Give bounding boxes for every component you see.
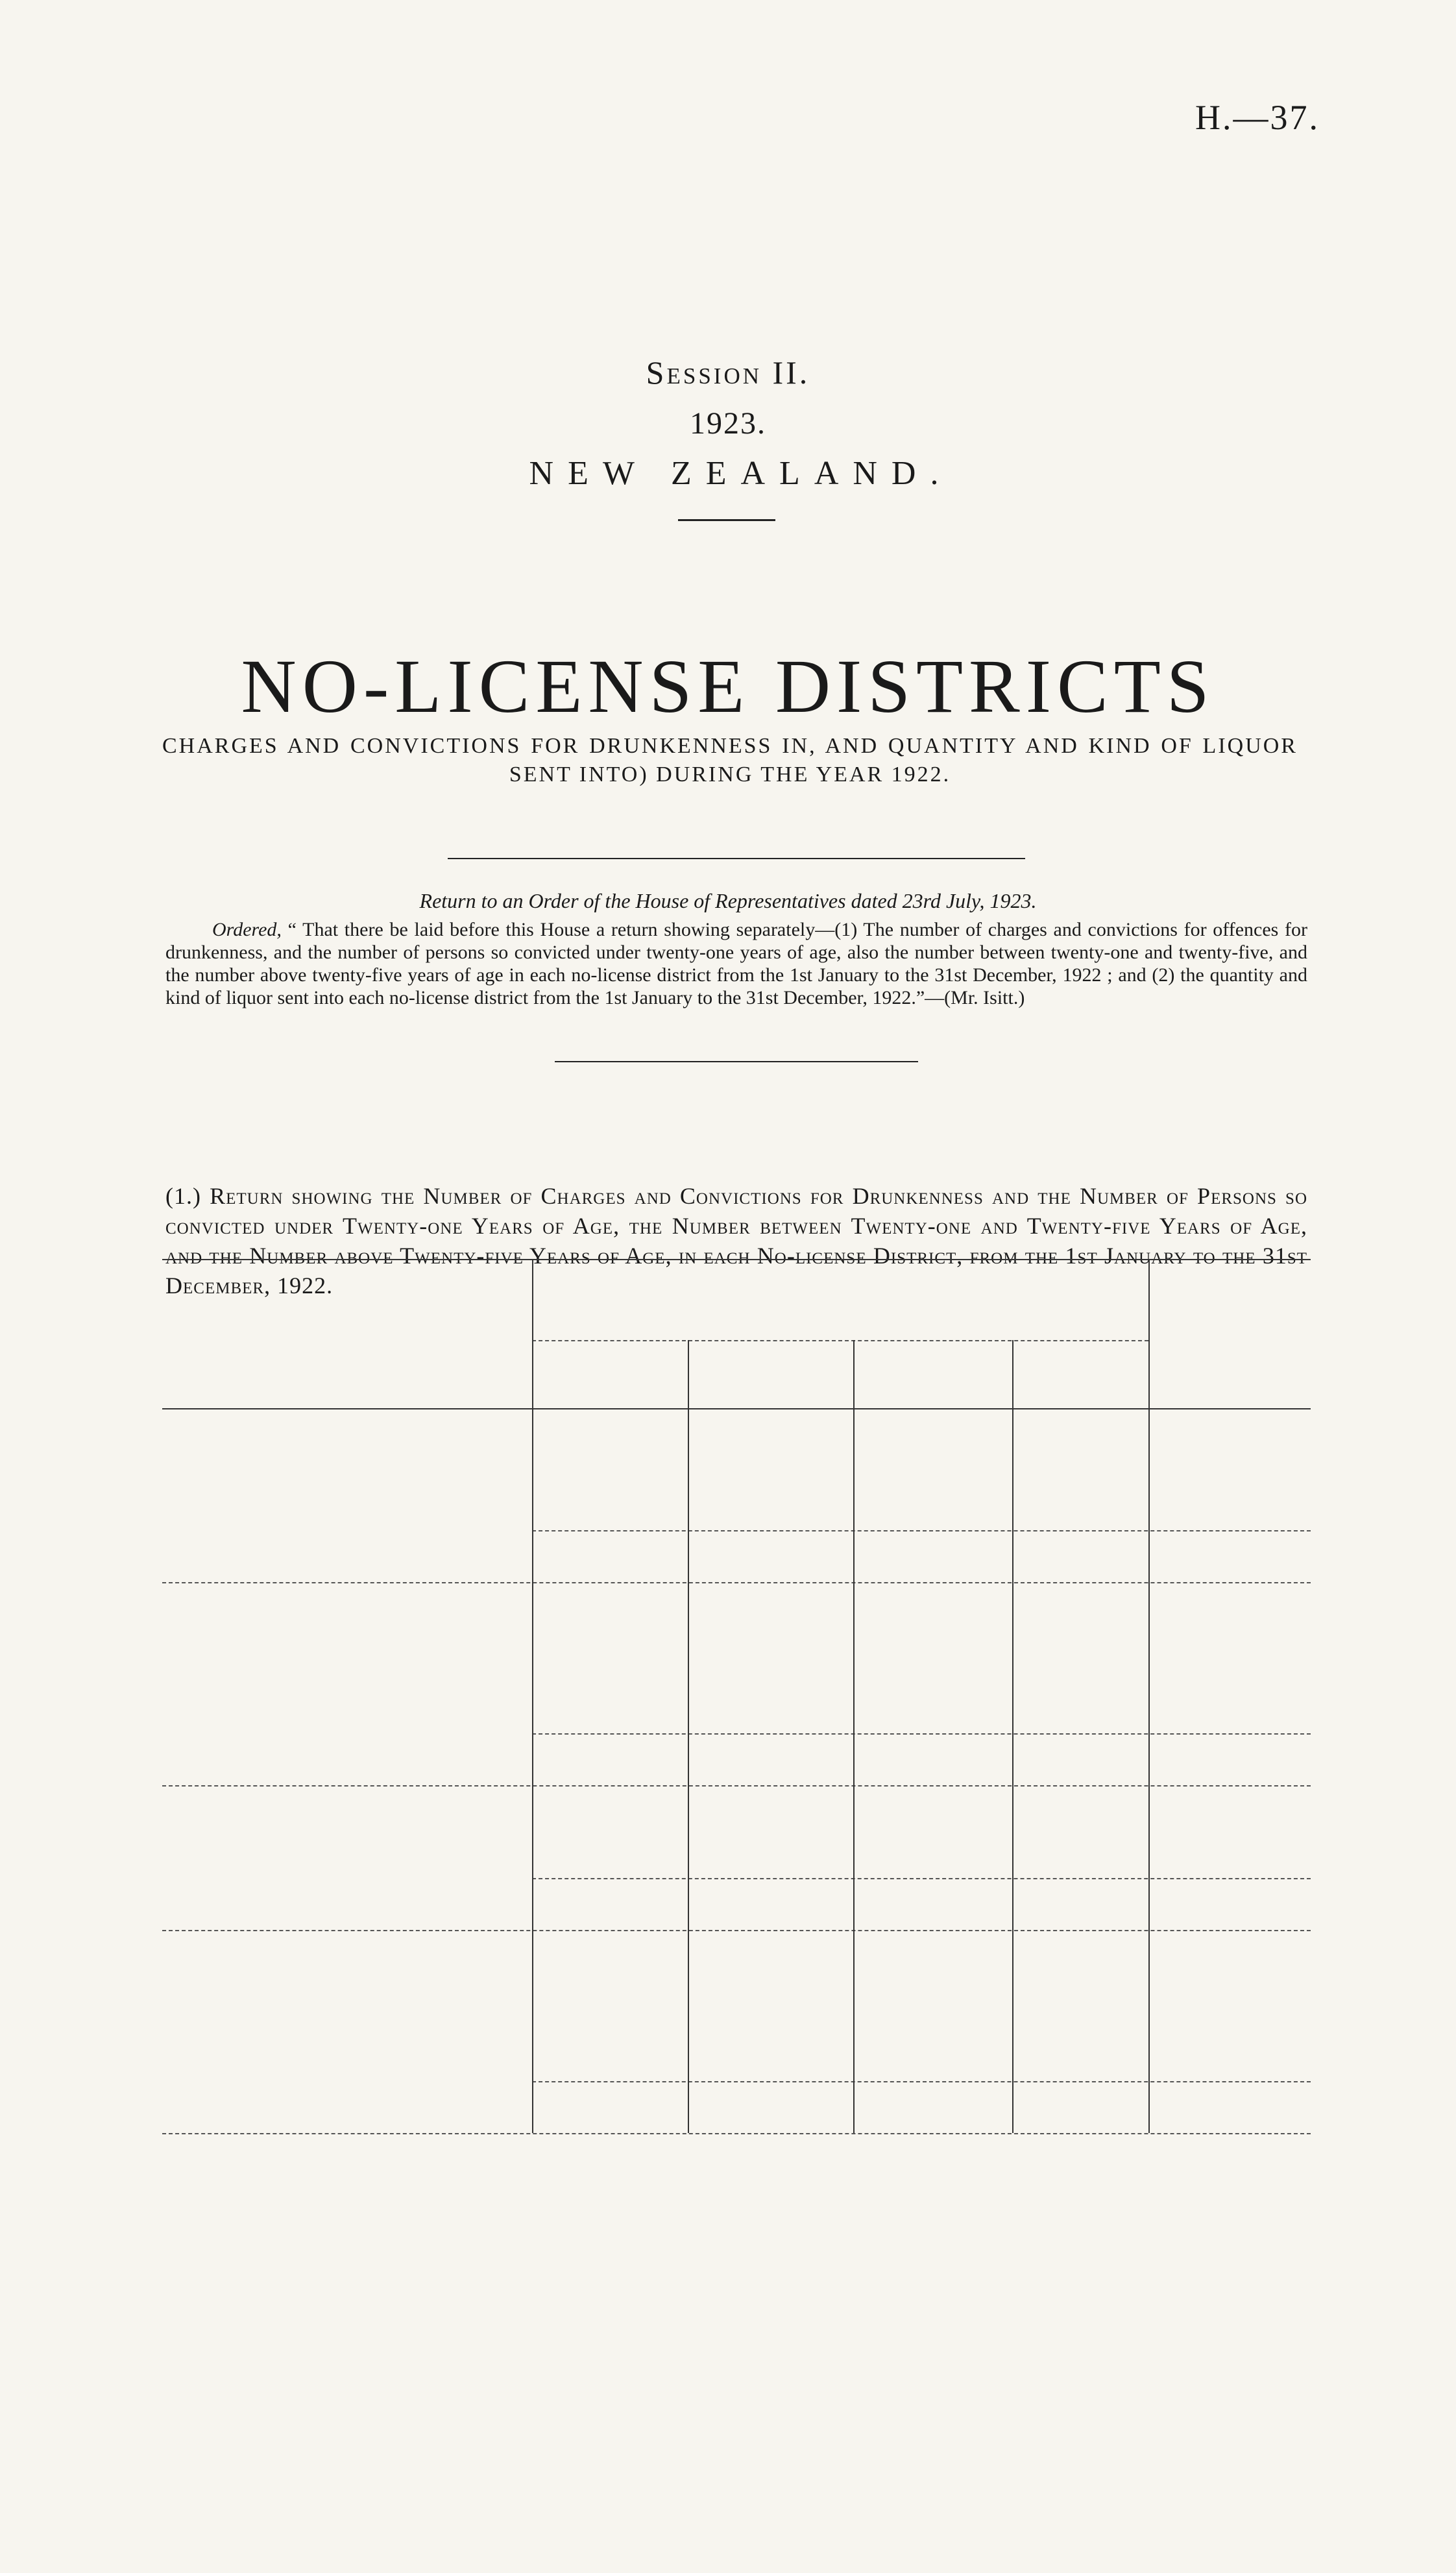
column-rule <box>532 1259 533 2133</box>
divider <box>448 858 1025 859</box>
column-rule <box>853 1340 855 2133</box>
ordered-paragraph <box>165 918 1307 1009</box>
totals-rule <box>532 1530 1311 1531</box>
section-rule <box>162 1930 1311 1931</box>
section-rule <box>162 1582 1311 1583</box>
divider <box>555 1061 918 1062</box>
column-rule <box>1012 1340 1013 2133</box>
page-reference: H.—37. <box>1195 98 1320 137</box>
year-label: 1923. <box>690 406 766 441</box>
column-rule <box>688 1340 689 2133</box>
section-rule <box>162 1785 1311 1786</box>
divider <box>678 519 775 521</box>
ages-rule <box>532 1340 1148 1341</box>
totals-rule <box>532 1878 1311 1879</box>
table-top-rule <box>162 1259 1311 1260</box>
document-title: NO-LICENSE DISTRICTS <box>241 644 1215 729</box>
section-number: (1.) <box>165 1183 201 1209</box>
ordered-label: Ordered, <box>212 919 282 940</box>
convictions-table <box>162 1259 1311 2573</box>
section-heading-text: Return showing the Number of Charges and Convictions for Drunkenness and the Number of Persons so convicted under Twenty-one Years of Age, the Number between Twenty-one and Twenty-five Years of Age, and the Number above Twenty-five Years of Age, in each No-license District, from the 1st January to the 31st December, 1922. <box>165 1183 1307 1299</box>
column-rule <box>1148 1259 1150 2133</box>
totals-rule <box>532 1733 1311 1735</box>
country-label: NEW ZEALAND. <box>529 455 953 492</box>
session-label: Session II. <box>646 354 810 391</box>
header-bottom-rule <box>162 1408 1311 1409</box>
return-line: Return to an Order of the House of Representatives dated 23rd July, 1923. <box>419 889 1037 912</box>
ordered-text: “ That there be laid before this House a return showing separately—(1) The number of charges and convictions for offences for drunkenness, and the number of persons so convicted under twenty-one years of age, also the number between twenty-one and twenty-five, and the number above twenty-five years of age in each no-license district from the 1st January to the 31st December, 1922 ; and (2) the quantity and kind of liquor sent into each no-license district from the 1st January to the 31st December, 1922.”—(Mr. Isitt.) <box>165 919 1308 1008</box>
document-subtitle: CHARGES AND CONVICTIONS FOR DRUNKENNESS IN, AND QUANTITY AND KIND OF LIQUOR SENT INTO) DURING THE YEAR 1922. <box>162 734 1298 787</box>
section-rule <box>162 2133 1311 2134</box>
totals-rule <box>532 2081 1311 2082</box>
